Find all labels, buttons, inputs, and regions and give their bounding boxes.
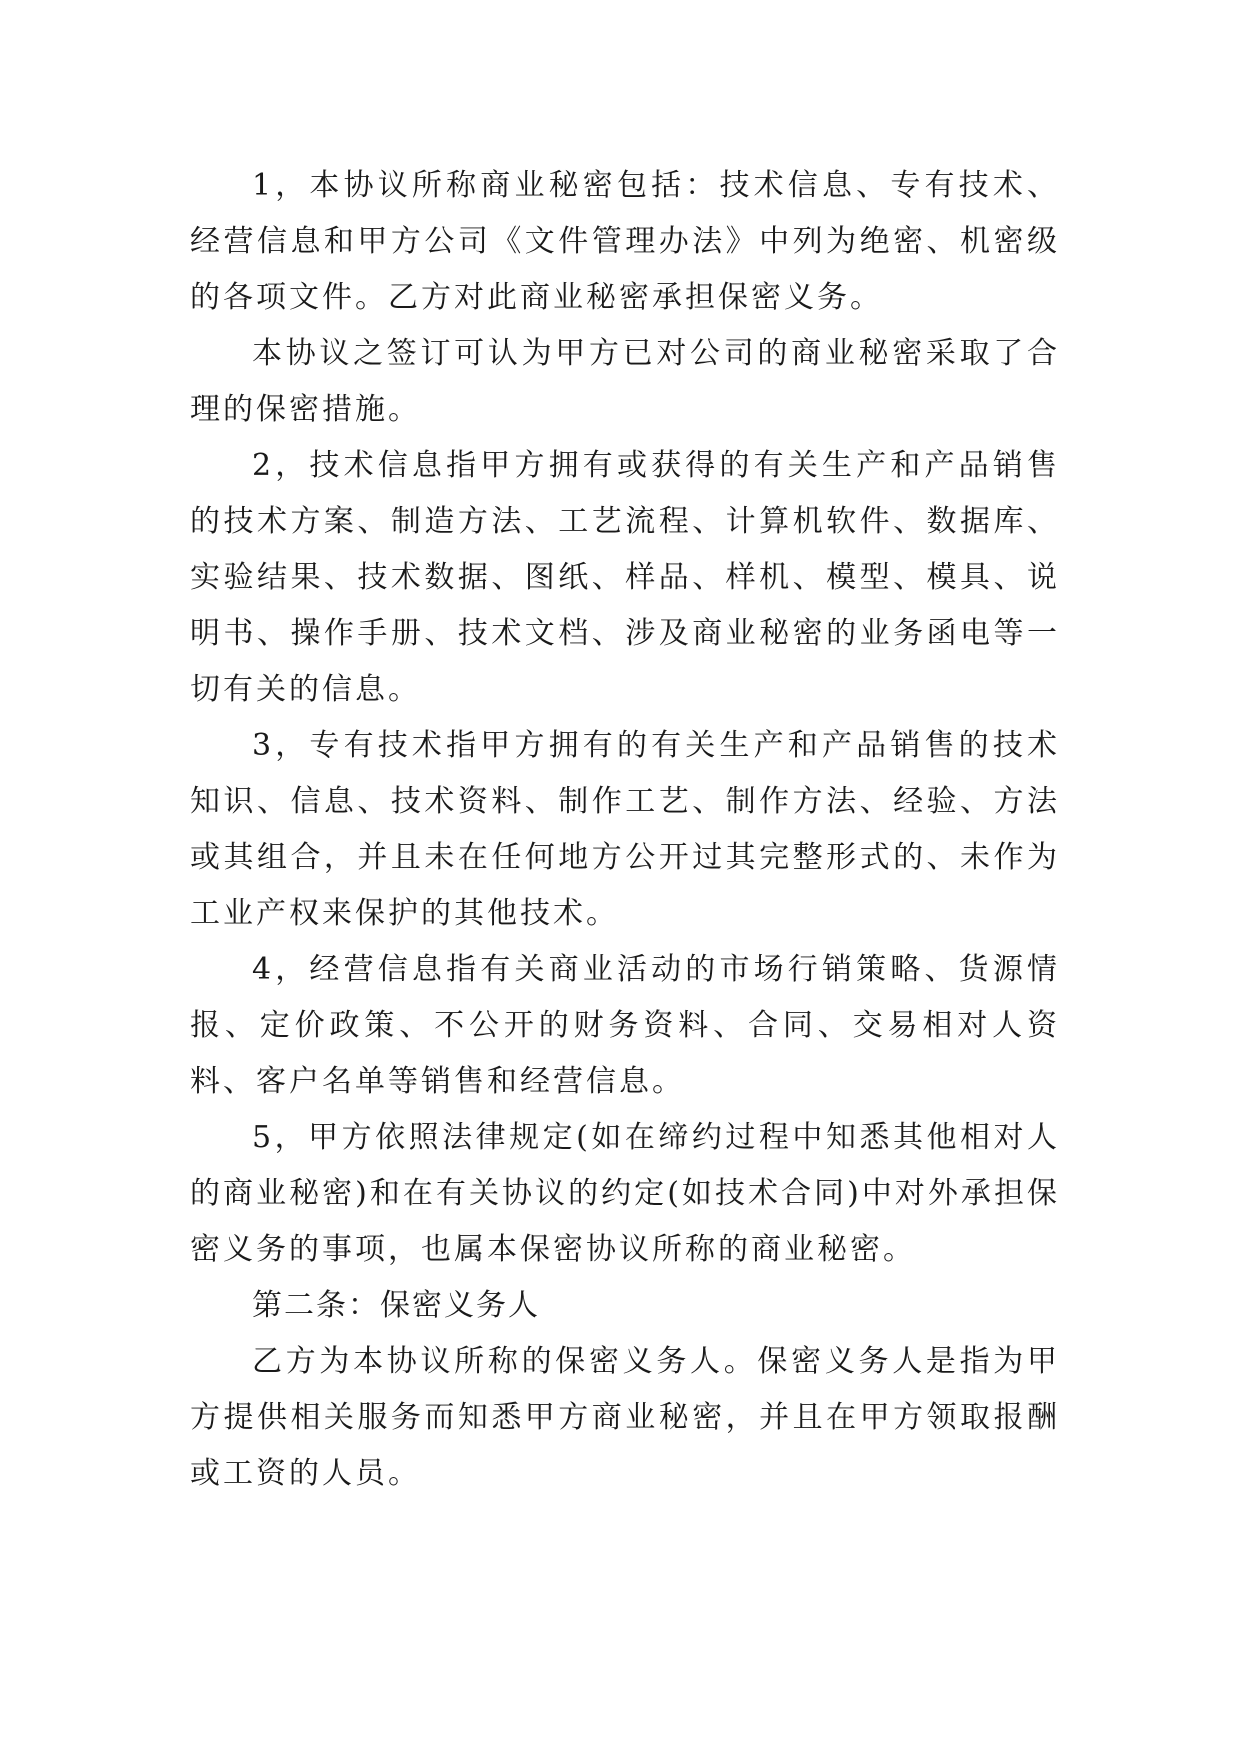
paragraph-business-information: 4，经营信息指有关商业活动的市场行销策略、货源情报、定价政策、不公开的财务资料、合同、交易相对人资料、客户名单等销售和经营信息。 — [190, 952, 1060, 1099]
paragraph-trade-secret-scope: 1，本协议所称商业秘密包括：技术信息、专有技术、经营信息和甲方公司《文件管理办法》中列为绝密、机密级的各项文件。乙方对此商业秘密承担保密义务。 — [190, 168, 1060, 315]
paragraph-obligor-definition: 乙方为本协议所称的保密义务人。保密义务人是指为甲方提供相关服务而知悉甲方商业秘密，并且在甲方领取报酬或工资的人员。 — [190, 1344, 1060, 1491]
paragraph-technical-information: 2，技术信息指甲方拥有或获得的有关生产和产品销售的技术方案、制造方法、工艺流程、计算机软件、数据库、实验结果、技术数据、图纸、样品、样机、模型、模具、说明书、操作手册、技术文档、涉及商业秘密的业务函电等一切有关的信息。 — [190, 448, 1060, 707]
paragraph-proprietary-technology: 3，专有技术指甲方拥有的有关生产和产品销售的技术知识、信息、技术资料、制作工艺、制作方法、经验、方法或其组合，并且未在任何地方公开过其完整形式的、未作为工业产权来保护的其他技术。 — [190, 728, 1060, 931]
paragraph-confidentiality-measures: 本协议之签订可认为甲方已对公司的商业秘密采取了合理的保密措施。 — [190, 336, 1060, 427]
document-body — [190, 158, 1060, 1502]
section-heading: 第二条：保密义务人 — [252, 1288, 540, 1323]
paragraph-legal-obligations: 5，甲方依照法律规定(如在缔约过程中知悉其他相对人的商业秘密)和在有关协议的约定(如技术合同)中对外承担保密义务的事项，也属本保密协议所称的商业秘密。 — [190, 1120, 1060, 1267]
